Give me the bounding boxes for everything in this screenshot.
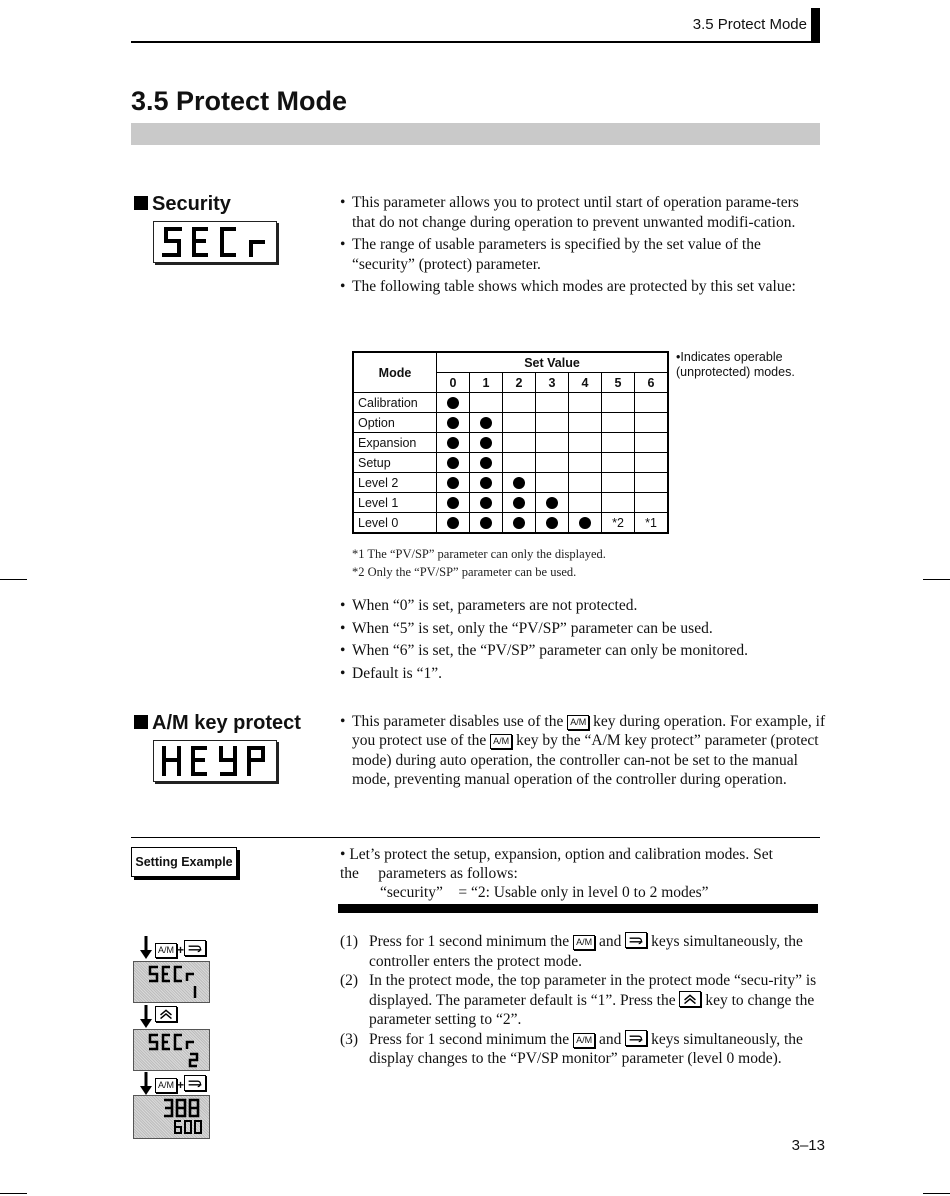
mode-name: Setup <box>353 453 437 473</box>
table-cell <box>602 393 635 413</box>
set-value-header: Set Value <box>437 352 669 373</box>
table-row <box>353 433 668 453</box>
set-value-col-0: 0 <box>437 373 470 393</box>
mode-name: Level 1 <box>353 493 437 513</box>
table-cell <box>635 393 669 413</box>
crop-mark-right <box>923 579 950 580</box>
operable-dot-icon <box>447 457 459 469</box>
running-header: 3.5 Protect Mode <box>692 16 807 33</box>
table-cell <box>536 473 569 493</box>
crop-mark-bottom-left <box>0 1193 27 1194</box>
am-key-icon: A/M <box>155 943 177 958</box>
table-cell <box>437 413 470 433</box>
table-cell <box>503 453 536 473</box>
operable-dot-icon <box>513 497 525 509</box>
lcd-display-3 <box>133 1095 210 1139</box>
security-bullets <box>340 193 820 300</box>
table-cell <box>503 513 536 534</box>
bullet-dot-icon: • <box>340 846 350 863</box>
mode-name: Level 2 <box>353 473 437 493</box>
table-cell <box>470 433 503 453</box>
table-cell: *1 <box>635 513 669 534</box>
lcd-display-2 <box>133 1029 210 1071</box>
mode-name: Calibration <box>353 393 437 413</box>
am-key-text: • This parameter disables use of the A/M key during operation. For example, if you protect use of the A/M key by the “A/M key protect” parameter (protect mode) during auto operation, the controller can-not be set to the manual mode, preventing manual operation of the controller during operation. <box>340 713 826 788</box>
am-key-heading: A/M key protect <box>134 712 301 735</box>
operable-dot-icon <box>447 437 459 449</box>
table-cell <box>437 473 470 493</box>
am-key-icon: A/M <box>567 715 589 730</box>
bullet-dot-icon: • <box>340 713 346 730</box>
security-bullet-1: • This parameter allows you to protect until start of operation parame-ters that do not change during operation to prevent unwanted modifi-cation. <box>340 193 820 232</box>
square-bullet-icon <box>134 196 148 210</box>
table-row <box>353 473 668 493</box>
security-bullet-3: • The following table shows which modes are protected by this set value: <box>340 277 820 297</box>
table-cell <box>437 513 470 534</box>
table-body <box>353 393 668 534</box>
value-6-note: • When “6” is set, the “PV/SP” parameter can only be monitored. <box>340 641 820 661</box>
security-bullets-2 <box>340 596 820 686</box>
setting-example-rule <box>131 837 820 838</box>
table-cell <box>602 493 635 513</box>
am-key-display <box>153 740 277 782</box>
table-cell <box>635 433 669 453</box>
mode-name: Option <box>353 413 437 433</box>
operable-dot-icon <box>513 517 525 529</box>
setting-steps <box>340 932 820 1069</box>
table-cell <box>602 473 635 493</box>
value-5-note: • When “5” is set, only the “PV/SP” parameter can be used. <box>340 619 820 639</box>
operable-dot-icon <box>447 517 459 529</box>
setting-example-bar <box>338 904 818 913</box>
table-cell <box>536 513 569 534</box>
mode-key-icon <box>184 940 206 956</box>
table-row <box>353 513 668 534</box>
operable-dot-icon <box>447 417 459 429</box>
table-cell <box>503 413 536 433</box>
operable-dot-icon <box>546 497 558 509</box>
table-cell <box>503 433 536 453</box>
security-bullet-2: • The range of usable parameters is specified by the set value of the “security” (protect) parameter. <box>340 235 820 274</box>
table-cell <box>569 413 602 433</box>
table-cell <box>635 473 669 493</box>
table-row <box>353 393 668 413</box>
operable-dot-icon <box>447 397 459 409</box>
table-cell <box>569 393 602 413</box>
table-cell <box>602 433 635 453</box>
am-key-icon: A/M <box>155 1078 177 1093</box>
bullet-dot-icon: • <box>676 350 681 364</box>
table-cell <box>437 453 470 473</box>
table-cell <box>569 513 602 534</box>
table-cell <box>602 453 635 473</box>
table-cell <box>437 433 470 453</box>
table-cell <box>536 393 569 413</box>
set-value-col-3: 3 <box>536 373 569 393</box>
mode-key-icon <box>625 932 647 948</box>
mode-name: Level 0 <box>353 513 437 534</box>
security-display <box>153 221 277 263</box>
set-value-col-6: 6 <box>635 373 669 393</box>
table-cell <box>569 453 602 473</box>
step-1: (1) Press for 1 second minimum the A/M and keys simultaneously, the controller enters the protect mode. <box>340 933 803 970</box>
mode-name: Expansion <box>353 433 437 453</box>
table-cell <box>470 493 503 513</box>
operable-dot-icon <box>480 457 492 469</box>
table-cell <box>536 413 569 433</box>
table-cell <box>503 393 536 413</box>
step-2: (2) In the protect mode, the top parameter in the protect mode “secu-rity” is displayed. The parameter default is “1”. Press the key to change the parameter setting to “2”. <box>340 972 817 1028</box>
seg-heyp-icon <box>159 745 271 777</box>
lcd-display-1 <box>133 961 210 1003</box>
set-value-col-1: 1 <box>470 373 503 393</box>
set-value-col-5: 5 <box>602 373 635 393</box>
table-cell <box>569 493 602 513</box>
table-cell <box>470 453 503 473</box>
table-cell: *2 <box>602 513 635 534</box>
table-cell <box>536 493 569 513</box>
table-cell <box>470 413 503 433</box>
section-title: 3.5 Protect Mode <box>131 86 348 116</box>
table-cell <box>635 453 669 473</box>
set-value-col-4: 4 <box>569 373 602 393</box>
operable-dot-icon <box>480 517 492 529</box>
table-row <box>353 493 668 513</box>
crop-mark-left <box>0 579 27 580</box>
title-band <box>131 123 820 145</box>
up-key-icon <box>155 1006 177 1022</box>
table-row <box>353 413 668 433</box>
table-cell <box>470 473 503 493</box>
setting-example-label: Setting Example <box>131 847 237 877</box>
operable-dot-icon <box>513 477 525 489</box>
table-cell <box>536 453 569 473</box>
seg-secr-icon <box>160 226 270 258</box>
down-arrow-icon <box>140 936 152 960</box>
table-cell <box>503 473 536 493</box>
operable-dot-icon <box>480 437 492 449</box>
table-cell <box>602 413 635 433</box>
operable-dot-icon <box>480 417 492 429</box>
table-cell <box>635 493 669 513</box>
table-note: •Indicates operable (unprotected) modes. <box>676 350 795 379</box>
operable-dot-icon <box>447 477 459 489</box>
table-cell <box>635 413 669 433</box>
table-cell <box>569 473 602 493</box>
table-cell <box>437 393 470 413</box>
square-bullet-icon <box>134 715 148 729</box>
am-key-icon: A/M <box>573 935 595 950</box>
value-0-note: • When “0” is set, parameters are not protected. <box>340 596 820 616</box>
footnote-1: *1 The “PV/SP” parameter can only the displayed. <box>352 547 606 561</box>
table-cell <box>437 493 470 513</box>
step-3: (3) Press for 1 second minimum the A/M and keys simultaneously, the display changes to the “PV/SP monitor” parameter (level 0 mode). <box>340 1030 803 1067</box>
operable-dot-icon <box>579 517 591 529</box>
procedure-diagram: A/M + A/M + <box>133 936 218 1141</box>
down-arrow-icon <box>140 1005 152 1029</box>
operable-dot-icon <box>546 517 558 529</box>
operable-dot-icon <box>480 497 492 509</box>
mode-key-icon <box>184 1075 206 1091</box>
down-arrow-icon <box>140 1072 152 1096</box>
setting-example-intro: • Let’s protect the setup, expansion, option and calibration modes. Set the parameters as follows: “security” = “2: Usable only in level 0 to 2 modes” <box>340 846 773 901</box>
set-value-col-2: 2 <box>503 373 536 393</box>
table-cell <box>470 513 503 534</box>
crop-mark-bottom-right <box>923 1193 950 1194</box>
default-note: • Default is “1”. <box>340 664 820 684</box>
am-key-icon: A/M <box>573 1033 595 1048</box>
operable-dot-icon <box>480 477 492 489</box>
table-cell <box>569 433 602 453</box>
table-cell <box>536 433 569 453</box>
footnote-2: *2 Only the “PV/SP” parameter can be used. <box>352 565 577 579</box>
mode-key-icon <box>625 1030 647 1046</box>
am-key-icon: A/M <box>490 734 512 749</box>
mode-header: Mode <box>353 352 437 393</box>
security-heading: Security <box>134 193 231 216</box>
table-cell <box>470 393 503 413</box>
table-row <box>353 453 668 473</box>
operable-dot-icon <box>447 497 459 509</box>
header-rule <box>131 41 820 43</box>
up-key-icon <box>679 991 701 1007</box>
protect-table <box>352 351 669 534</box>
page-number: 3–13 <box>791 1137 825 1154</box>
header-bar <box>811 8 820 43</box>
table-cell <box>503 493 536 513</box>
